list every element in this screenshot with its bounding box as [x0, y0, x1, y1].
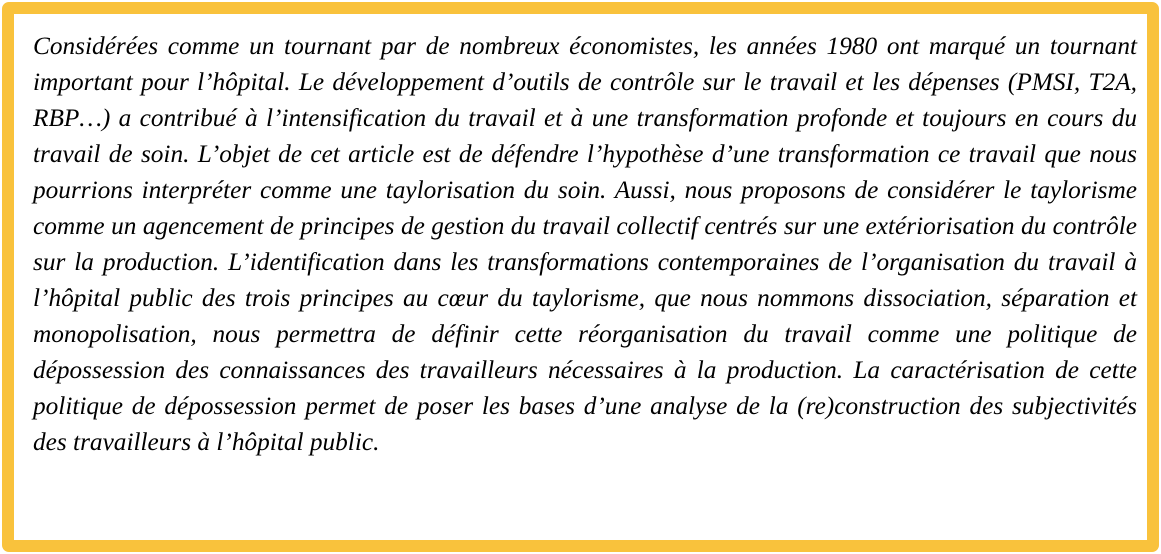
abstract-box	[2, 2, 1159, 552]
abstract-text: Considérées comme un tournant par de nombreux économistes, les années 1980 ont marqué un tournant important pour l’hôpital. Le développement d’outils de contrôle sur le travail et les dépenses (PMSI, T2A, RBP…) a contribué à l’intensification du travail et à une transformation profonde et toujours en cours du travail de soin. L’objet de cet article est de défendre l’hypothèse d’une transformation ce travail que nous pourrions interpréter comme une taylorisation du soin. Aussi, nous proposons de considérer le taylorisme comme un agencement de principes de gestion du travail collectif centrés sur une extériorisation du contrôle sur la production. L’identification dans les transformations contemporaines de l’organisation du travail à l’hôpital public des trois principes au cœur du taylorisme, que nous nommons dissociation, séparation et monopolisation, nous permettra de définir cette réorganisation du travail comme une politique de dépossession des connaissances des travailleurs nécessaires à la production. La caractérisation de cette politique de dépossession permet de poser les bases d’une analyse de la (re)construction des subjectivités des travailleurs à l’hôpital public.	[33, 32, 1137, 456]
